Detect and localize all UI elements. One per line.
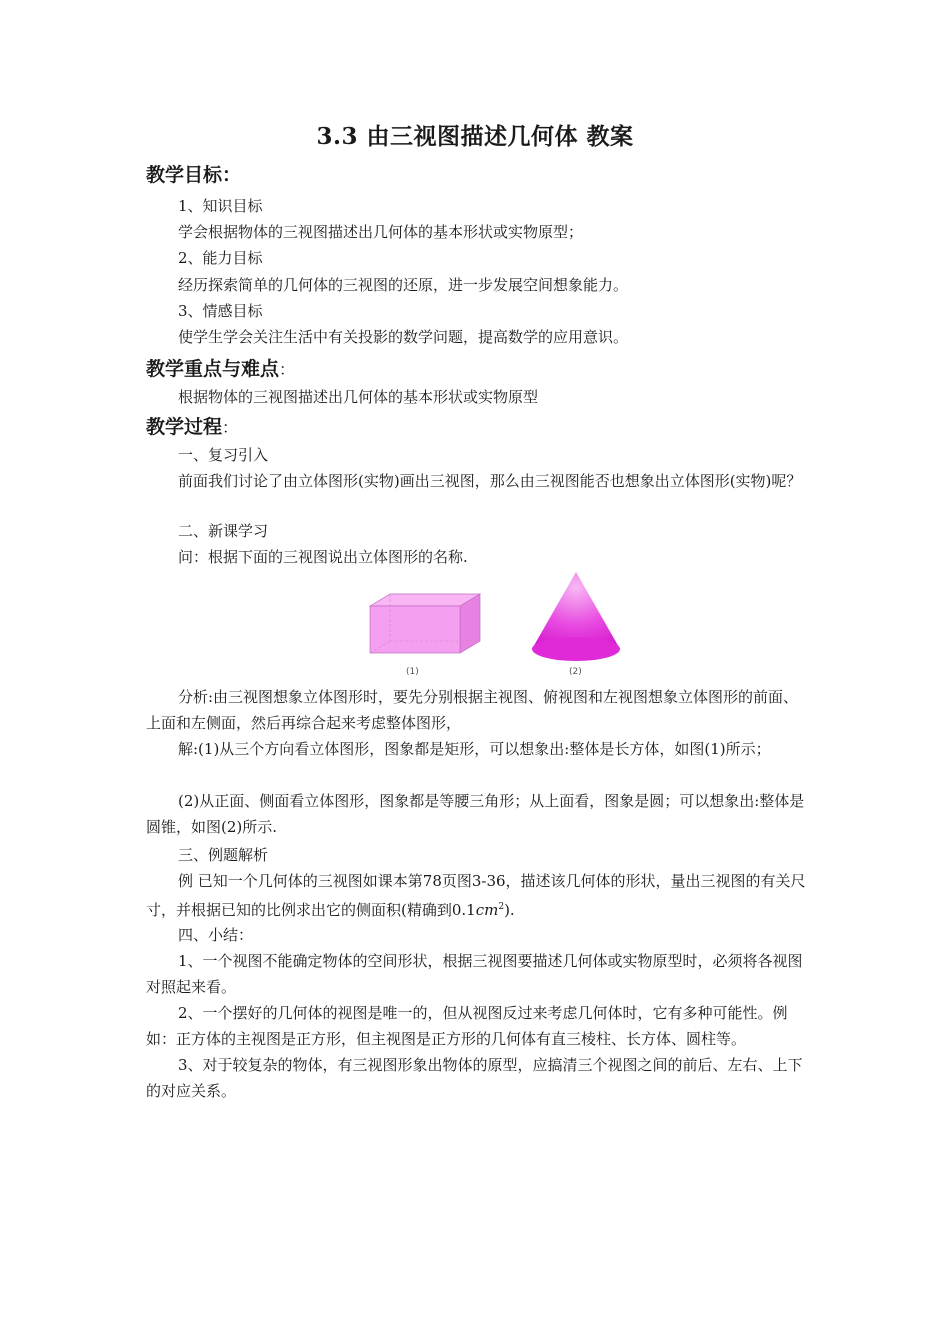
analysis-text: 分析:由三视图想象立体图形时，要先分别根据主视图、俯视图和左视图想象立体图形的前面、上面和左侧面，然后再综合起来考虑整体图形， [146, 688, 799, 732]
solution-part-1: 解:(1)从三个方向看立体图形，图象都是矩形，可以想象出:整体是长方体，如图(1)所示； [178, 740, 771, 758]
cone-solid [532, 572, 620, 661]
summary-item-2: 2、一个摆好的几何体的视图是唯一的，但从视图反过来考虑几何体时，它有多种可能性。例如：正方体的主视图是正方形，但主视图是正方形的几何体有直三棱柱、长方体、圆柱等。 [146, 1004, 788, 1048]
key-heading-text: 教学重点与难点 [146, 358, 280, 380]
goal-item-emotion-text: 使学生学会关注生活中有关投影的数学问题，提高数学的应用意识。 [178, 328, 629, 346]
summary-item-1: 1、一个视图不能确定物体的空间形状，根据三视图要描述几何体或实物原型时，必须将各视图对照起来看。 [146, 952, 803, 996]
solids-figure [360, 566, 630, 681]
document-title: 3.3 由三视图描述几何体 教案 [316, 123, 634, 150]
section-summary-title: 四、小结： [178, 926, 254, 944]
example-body: 例 已知一个几何体的三视图如课本第78页图3-36，描述该几何体的形状，量出三视图的有关尺寸，并根据已知的比例求出它的侧面积(精确到0.1 [146, 872, 806, 919]
section-example-title: 三、例题解析 [178, 846, 269, 864]
process-heading [146, 412, 238, 439]
goals-heading-text: 教学目标 [146, 164, 223, 186]
key-heading [146, 354, 295, 381]
goals-heading [146, 160, 241, 187]
example-unit: cm [475, 901, 499, 919]
goal-item-knowledge-text: 学会根据物体的三视图描述出几何体的基本形状或实物原型； [178, 223, 584, 241]
goal-item-knowledge: 1、知识目标 [178, 197, 263, 215]
figure-label-1: (1) [406, 667, 419, 677]
process-heading-colon: ： [222, 418, 239, 437]
goal-item-ability-text: 经历探索简单的几何体的三视图的还原，进一步发展空间想象能力。 [178, 276, 629, 294]
example-text [146, 868, 810, 923]
section-new-title: 二、新课学习 [178, 522, 269, 540]
section-review-text: 前面我们讨论了由立体图形(实物)画出三视图，那么由三视图能否也想象出立体图形(实物)呢？ [178, 472, 802, 490]
section-review-title: 一、复习引入 [178, 446, 269, 464]
goal-item-ability: 2、能力目标 [178, 249, 263, 267]
summary-item-3: 3、对于较复杂的物体，有三视图形象出物体的原型，应搞清三个视图之间的前后、左右、上下的对应关系。 [146, 1056, 803, 1100]
example-end: ). [504, 901, 515, 919]
solids-figure-svg [360, 566, 630, 681]
figure-label-2: (2) [569, 667, 582, 677]
key-text: 根据物体的三视图描述出几何体的基本形状或实物原型 [178, 388, 539, 406]
section-new-question: 问：根据下面的三视图说出立体图形的名称. [178, 548, 468, 566]
solution-part-2: (2)从正面、侧面看立体图形，图象都是等腰三角形；从上面看，图象是圆；可以想象出:整体是圆锥，如图(2)所示. [146, 792, 805, 836]
example-unit-sup: 2 [498, 902, 505, 912]
goal-item-emotion: 3、情感目标 [178, 302, 263, 320]
goals-heading-colon: ： [222, 164, 242, 186]
cuboid-solid [370, 594, 480, 653]
key-heading-colon: ： [279, 360, 296, 379]
process-heading-text: 教学过程 [146, 416, 223, 438]
